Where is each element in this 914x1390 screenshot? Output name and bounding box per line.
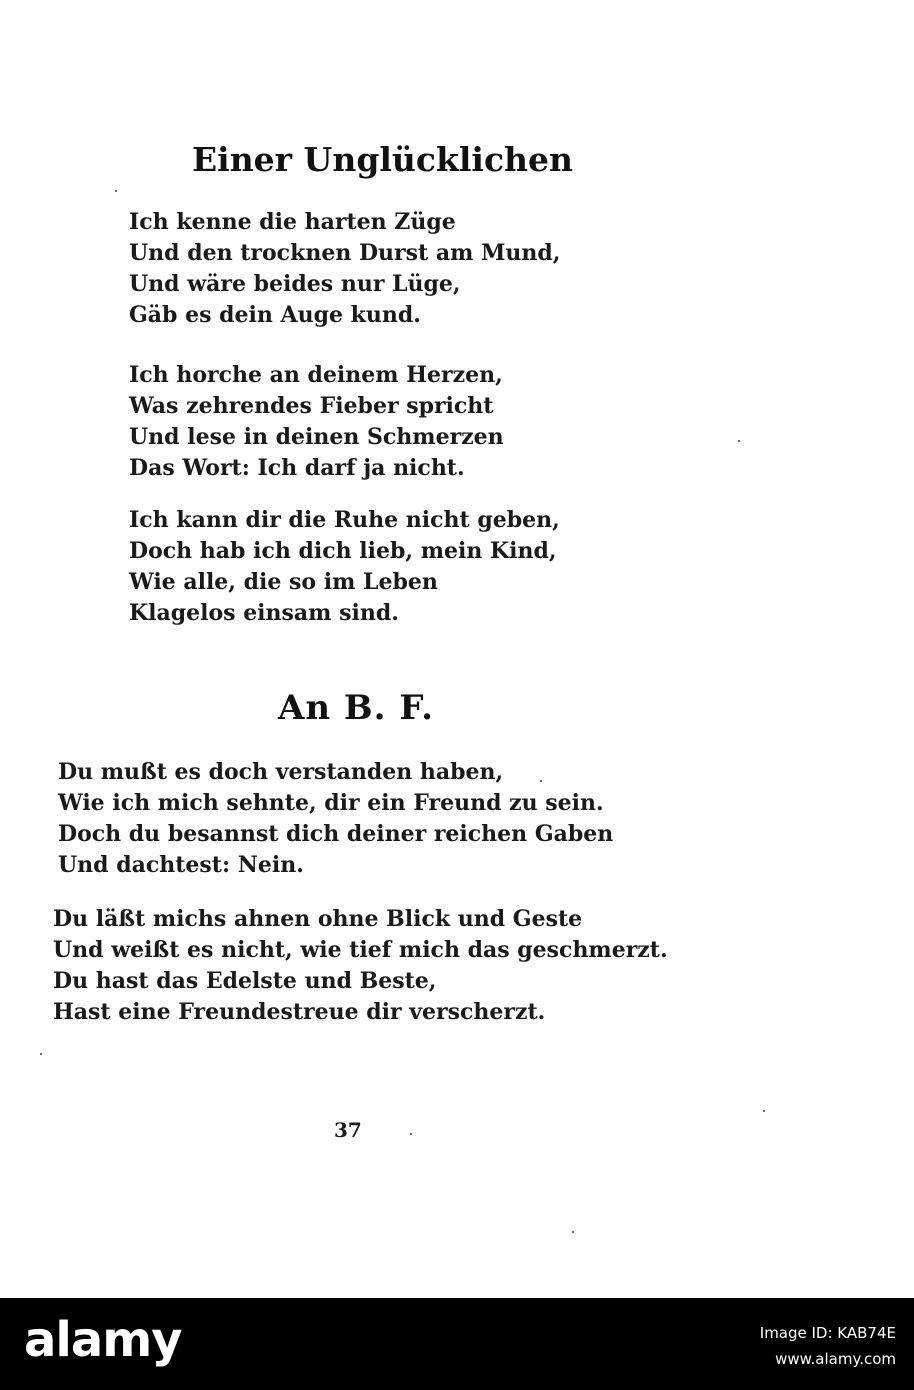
verse-line: Ich kenne die harten Züge: [129, 209, 456, 235]
verse-line: Wie alle, die so im Leben: [129, 569, 438, 595]
verse-line: Und weißt es nicht, wie tief mich das geschmerzt.: [53, 937, 668, 963]
scan-speck: [763, 1110, 765, 1112]
verse-line: Du läßt michs ahnen ohne Blick und Geste: [53, 906, 583, 932]
verse-line: Doch du besannst dich deiner reichen Gaben: [58, 821, 614, 847]
verse-line: Wie ich mich sehnte, dir ein Freund zu sein.: [58, 790, 604, 816]
verse-line: Das Wort: Ich darf ja nicht.: [129, 455, 465, 481]
verse-line: Und dachtest: Nein.: [58, 852, 304, 878]
page-number: 37: [334, 1118, 362, 1142]
verse-line: Klagelos einsam sind.: [129, 600, 399, 626]
verse-line: Du hast das Edelste und Beste,: [53, 968, 437, 994]
verse-line: Ich horche an deinem Herzen,: [129, 362, 503, 388]
verse-line: Doch hab ich dich lieb, mein Kind,: [129, 538, 557, 564]
stanza: [129, 505, 560, 629]
brand-logo: alamy: [24, 1312, 182, 1368]
poem-title: Einer Unglücklichen: [192, 140, 574, 179]
image-id-label: Image ID: KAB74E: [759, 1324, 896, 1342]
watermark-bar: [0, 1298, 914, 1390]
verse-line: Und lese in deinen Schmerzen: [129, 424, 504, 450]
scan-speck: [738, 440, 740, 442]
verse-line: Du mußt es doch verstanden haben,: [58, 759, 504, 785]
verse-line: Hast eine Freundestreue dir verscherzt.: [53, 999, 546, 1025]
stanza: [129, 207, 560, 331]
stanza: [58, 757, 613, 881]
scan-speck: [40, 1053, 42, 1055]
poem-title: An B. F.: [278, 688, 434, 728]
verse-line: Ich kann dir die Ruhe nicht geben,: [129, 507, 560, 533]
scan-speck: [115, 190, 117, 192]
verse-line: Gäb es dein Auge kund.: [129, 302, 421, 328]
stanza: [53, 904, 668, 1028]
scan-speck: [572, 1231, 574, 1233]
verse-line: Und wäre beides nur Lüge,: [129, 271, 461, 297]
site-url: www.alamy.com: [775, 1350, 896, 1368]
scan-speck: [540, 780, 542, 782]
scan-speck: [410, 1133, 412, 1135]
stanza: [129, 360, 504, 484]
verse-line: Was zehrendes Fieber spricht: [129, 393, 494, 419]
verse-line: Und den trocknen Durst am Mund,: [129, 240, 561, 266]
